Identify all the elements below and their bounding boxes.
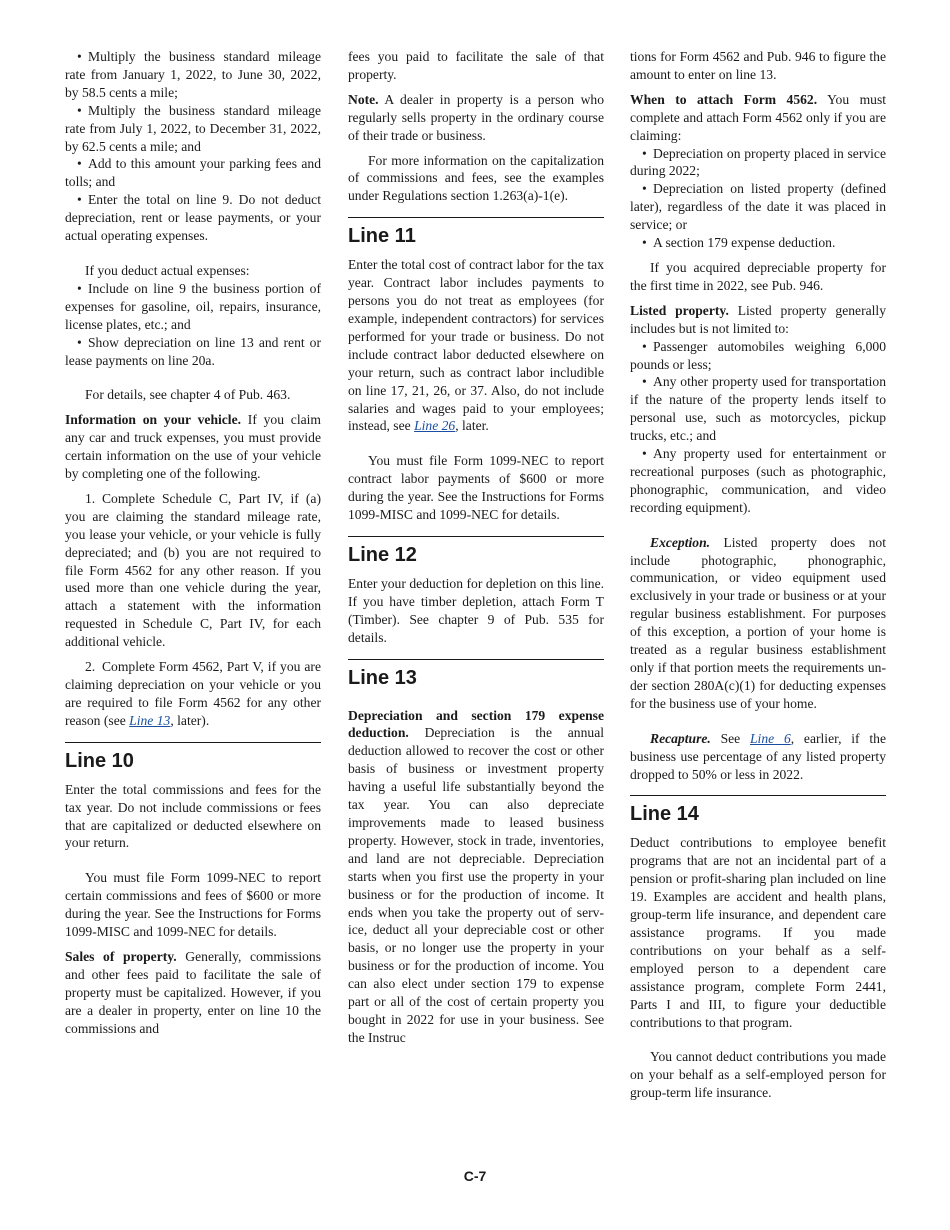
bullet-item: • Show depreciation on line 13 and rent or lease payments on line 20a. xyxy=(65,334,321,368)
when-to-attach-paragraph: When to attach Form 4562. You must complete and attach Form 4562 only if you are claiming: xyxy=(630,91,887,143)
run-in-heading: Note. xyxy=(348,91,379,107)
bullet-item: • Multiply the business standard mileage rate from July 1, 2022, to December 31, 2022, by 62.5 cents a mile; and xyxy=(65,102,321,154)
bullet-item: • Enter the total on line 9. Do not deduct depreciation, rent or lease payments, or your actual operating expenses. xyxy=(65,192,321,244)
acquired-paragraph: If you acquired depreciable property for the first time in 2022, see Pub. 946. xyxy=(630,259,886,293)
exception-paragraph: Exception. Listed property does not include photographic, phonographic, communication, or video equipment used exclusively in your trade or business or at your regular business establishment. For purposes of this exception, a portion of your home is treated as a regular business establishment only if that portion meets the requirements under section 280A(c)(1) for deducting expenses for the business use of your home. xyxy=(630,534,886,711)
bullet-item: • Add to this amount your parking fees and tolls; and xyxy=(65,156,321,190)
section-heading-line-13: Line 13 xyxy=(348,659,604,690)
run-in-heading: Information on your vehicle. xyxy=(65,412,242,428)
section-heading-line-11: Line 11 xyxy=(348,217,604,248)
column-left xyxy=(65,48,321,1045)
line-14-paragraph: Deduct contributions to employee benefit programs that are not an incidental part of a pension or profit-sharing plan included on line 19. Examples are accident and health plans, group-term life insurance, and dependent care assistance programs. If you made contributions on your behalf as a self-employed person to a dependent care assistance program, complete Form 2441, Parts I and III, to figure your deductible contributions to that program. xyxy=(630,835,886,1030)
section-heading-line-10: Line 10 xyxy=(65,742,321,773)
line-14-paragraph: You cannot deduct contributions you made on your behalf as a self-employed person for group-term life insurance. xyxy=(630,1049,886,1101)
continued-paragraph: tions for Form 4562 and Pub. 946 to figure the amount to enter on line 13. xyxy=(630,49,886,82)
line-12-paragraph: Enter your deduction for depletion on this line. If you have timber depletion, attach Form T (Timber). See chapter 9 of Pub. 535 for details. xyxy=(348,575,604,645)
line-10-paragraph: Enter the total commissions and fees for the tax year. Do not include commissions or fees that are capitalized or deducted elsewhere on your return. xyxy=(65,781,321,851)
line-11-paragraph: You must file Form 1099-NEC to report contract labor payments of $600 or more during the year. See the Instructions for Forms 1099-MISC and 1099-NEC for details. xyxy=(348,453,604,523)
run-in-heading: Recapture. xyxy=(650,730,711,746)
line-11-paragraph: Enter the total cost of contract labor for the tax year. Contract labor includes payments to persons you do not treat as employees (for example, independent contractors) for services performed for your trade or business. Do not include contract labor deducted elsewhere on your return, such as contract labor includible on line 17, 21, 26, or 37. Also, do not include salaries and wages paid to your employees; instead, see Line 26, later. xyxy=(348,257,604,434)
more-info-paragraph: For more information on the capitalization of commissions and fees, see the examples under Regulations section 1.263(a)-1(e). xyxy=(348,152,604,204)
line-6-link[interactable]: Line 6 xyxy=(750,730,791,746)
bullet-item: • Depreciation on listed property (defined later), regardless of the date it was placed in service; or xyxy=(630,181,886,233)
sales-property-paragraph: Sales of property. Generally, commissions and other fees paid to facilitate the sale of property must be capitalized. However, if you are a dealer in property, enter on line 10 the commissions and xyxy=(65,948,322,1036)
run-in-heading: Exception. xyxy=(650,534,711,550)
listed-property-paragraph: Listed property. Listed property generally includes but is not limited to: xyxy=(630,302,887,336)
numbered-item: 2. Complete Form 4562, Part V, if you are claiming depreciation on your vehicle or you are required to file Form 4562 for any other reason (see Line 13, later). xyxy=(65,659,321,728)
vehicle-info-paragraph: Information on your vehicle. If you claim any car and truck expenses, you must provide certain information on the use of your vehicle by completing one of the following. xyxy=(65,412,321,482)
run-in-heading: Depreciation and section 179 expense deduction. xyxy=(348,707,604,741)
bullet-item: • Any other property used for transportation if the nature of the property lends itself to personal use, such as motorcycles, pickup trucks, etc.; and xyxy=(630,374,886,444)
details-paragraph: For details, see chapter 4 of Pub. 463. xyxy=(85,387,291,403)
bullet-item: • A section 179 expense deduction. xyxy=(642,235,836,251)
actual-expenses-intro: If you deduct actual expenses: xyxy=(85,262,250,278)
line-13-link[interactable]: Line 13 xyxy=(129,712,171,728)
continued-paragraph: fees you paid to facilitate the sale of that property. xyxy=(348,49,604,82)
bullet-item: • Depreciation on property placed in service during 2022; xyxy=(630,145,886,179)
run-in-heading: Sales of property. xyxy=(65,948,177,964)
line-10-paragraph: You must file Form 1099-NEC to report certain commissions and fees of $600 or more during the year. See the Instructions for Forms 1099-MISC and 1099-NEC for details. xyxy=(65,870,321,940)
page-number: C-7 xyxy=(463,1168,487,1184)
bullet-item: • Multiply the business standard mileage rate from January 1, 2022, to June 30, 2022, by 58.5 cents a mile; xyxy=(65,49,321,100)
run-in-heading: When to attach Form 4562. xyxy=(630,91,818,107)
depreciation-paragraph: Depreciation and section 179 expense deduction. Depreciation is the annual deduction allowed to recover the cost or other basis of business or investment property having a useful life substantially beyond the tax year. You can also depreciate improvements made to leased business property. However, stock in trade, inventories, and land are not depreciable. Depreciation starts when you first use the property in your business or for the production of income. It ends when you take the property out of service, deduct all your depreciable cost or other basis, or no longer use the property in your business or for the production of income. You can also elect under section 179 to expense part or all of the cost of certain property you bought in 2022 for use in your business. See the Instruc xyxy=(348,707,604,1045)
bullet-item: • Passenger automobiles weighing 6,000 pounds or less; xyxy=(630,338,886,372)
column-right xyxy=(630,48,886,1109)
run-in-heading: Listed property. xyxy=(630,302,729,318)
note-paragraph: Note. A dealer in property is a person who regularly sells property in the ordinary course of their trade or business. xyxy=(348,91,604,143)
section-heading-line-14: Line 14 xyxy=(630,795,886,826)
section-heading-line-12: Line 12 xyxy=(348,536,604,567)
numbered-item: 1. Complete Schedule C, Part IV, if (a) you are claiming the standard mileage rate, you lease your vehicle, or your vehicle is fully depreciated; and (b) you are not required to file Form 4562 for any other reason. If you used more than one vehicle during the year, attach a statement with the information requested in Schedule C, Part IV, for each additional vehicle. xyxy=(65,490,321,650)
bullet-item: • Include on line 9 the business portion of expenses for gasoline, oil, repairs, insurance, license plates, etc.; and xyxy=(65,280,321,332)
bullet-item: • Any property used for entertainment or recreational purposes (such as photographic, phonographic, communication, and video recording equipment). xyxy=(630,446,886,515)
recapture-paragraph: Recapture. See Line 6, earlier, if the business use percentage of any listed property dropped to 50% or less in 2022. xyxy=(630,730,886,782)
column-middle xyxy=(348,48,604,1054)
line-26-link[interactable]: Line 26 xyxy=(414,418,456,434)
